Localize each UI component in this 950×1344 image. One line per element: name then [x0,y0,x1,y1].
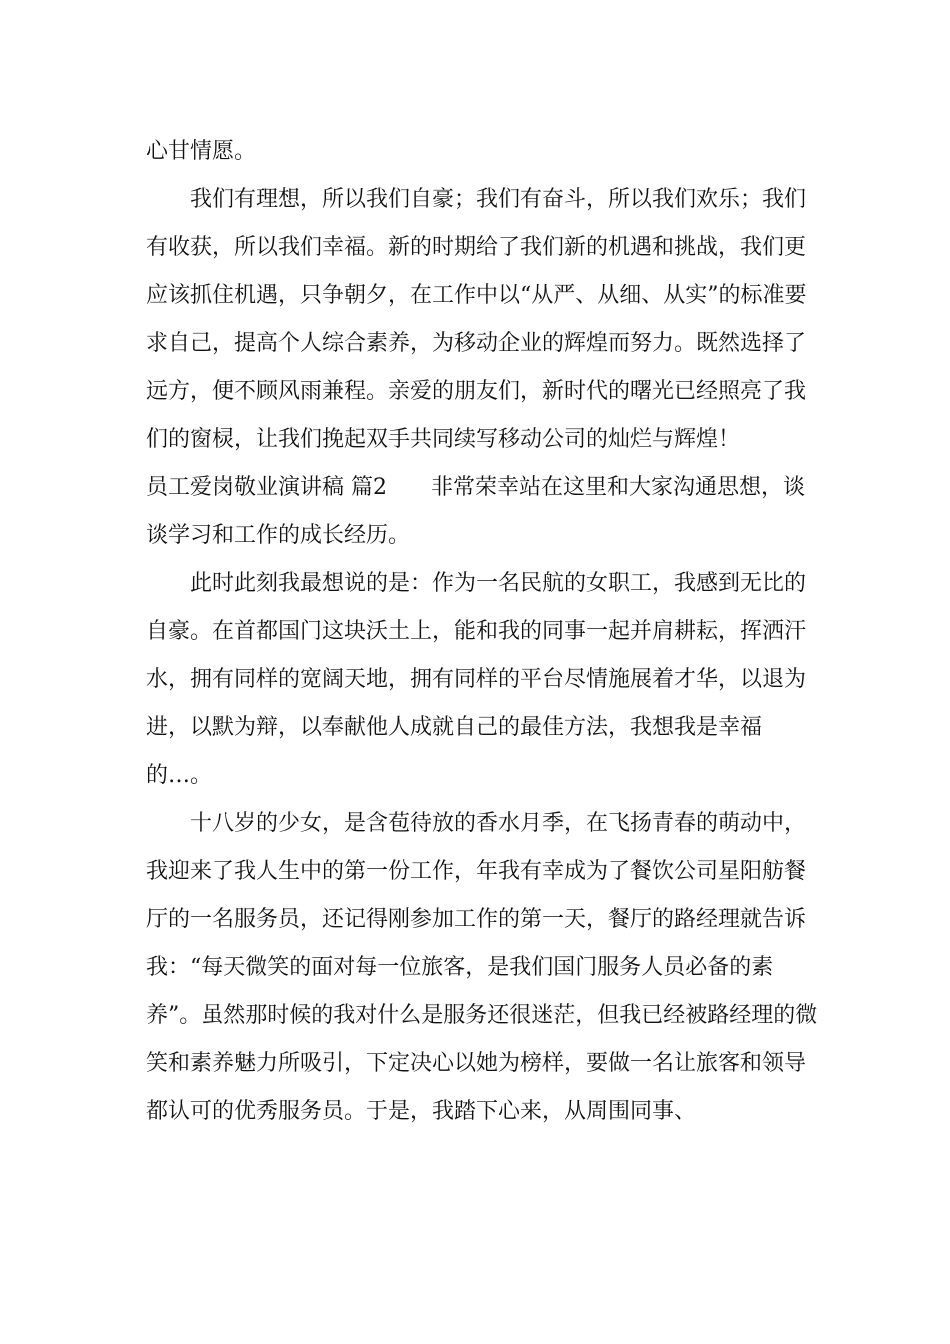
paragraph-continuation: 心甘情愿。 [146,139,257,164]
paragraph-pride: 此时此刻我最想说的是：作为一名民航的女职工，我感到无比的自豪。在首都国门这块沃土上，能和我的同事一起并肩耕耘，挥洒汗水，拥有同样的宽阔天地，拥有同样的平台尽情施展着才华，以退为进，以默为辩，以奉献他人成就自己的最佳方法，我想我是幸福的…。 [146,571,807,788]
section-heading-paragraph: 员工爱岗敬业演讲稿 篇2 非常荣幸站在这里和大家沟通思想，谈谈学习和工作的成长经历。 [146,475,805,548]
paragraph-ideals: 我们有理想，所以我们自豪；我们有奋斗，所以我们欢乐；我们有收获，所以我们幸福。新的时期给了我们新的机遇和挑战，我们更应该抓住机遇，只争朝夕，在工作中以“从严、从细、从实”的标准要求自己，提高个人综合素养，为移动企业的辉煌而努力。既然选择了远方，便不顾风雨兼程。亲爱的朋友们，新时代的曙光已经照亮了我们的窗棂，让我们挽起双手共同续写移动公司的灿烂与辉煌！ [146,187,807,452]
document-body [146,128,826,1136]
paragraph-first-job: 十八岁的少女，是含苞待放的香水月季，在飞扬青春的萌动中，我迎来了我人生中的第一份工作，年我有幸成为了餐饮公司星阳舫餐厅的一名服务员，还记得刚参加工作的第一天，餐厅的路经理就告诉我：“每天微笑的面对每一位旅客，是我们国门服务人员必备的素养”。虽然那时候的我对什么是服务还很迷茫，但我已经被路经理的微笑和素养魅力所吸引，下定决心以她为榜样，要做一名让旅客和领导都认可的优秀服务员。于是，我踏下心来，从周围同事、 [146,811,818,1124]
